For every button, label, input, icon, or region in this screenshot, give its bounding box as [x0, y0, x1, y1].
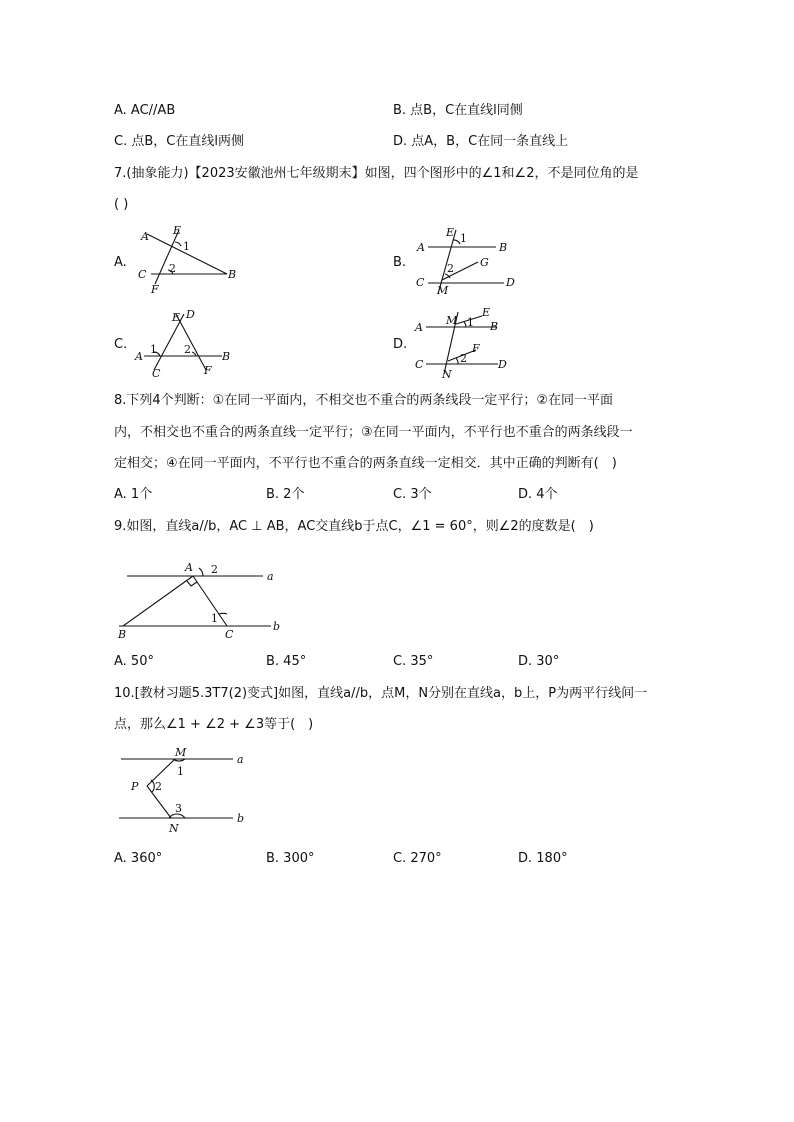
- q9-label-b-point: B: [118, 628, 127, 641]
- q8-stem-line2: 内，不相交也不重合的两条直线一定平行；③在同一平面内，不平行也不重合的两条线段一: [114, 425, 633, 440]
- q7c-label-c: C: [152, 367, 161, 380]
- q7-stem-line1: 7.(抽象能力)【2023安徽池州七年级期末】如图，四个图形中的∠1和∠2，不是同位角的是: [114, 166, 639, 181]
- q7a-label-a: A: [141, 230, 149, 243]
- q7b-label-a: A: [417, 241, 425, 254]
- q10-label-2: 2: [155, 780, 162, 793]
- q7-option-b-label: B.: [393, 255, 407, 270]
- q8-option-a: A. 1个: [114, 487, 153, 502]
- q7-figure-c: [132, 308, 242, 380]
- q8-option-b: B. 2个: [266, 487, 305, 502]
- q7b-label-c: C: [416, 276, 425, 289]
- q7a-label-c: C: [138, 268, 147, 281]
- q7c-label-b: B: [222, 350, 231, 363]
- q7c-label-2: 2: [184, 343, 191, 356]
- q7b-label-g: G: [480, 256, 489, 269]
- q7b-label-1: 1: [460, 232, 467, 245]
- q7b-label-d: D: [506, 276, 515, 289]
- q7a-label-f: F: [151, 283, 159, 296]
- q7d-label-a: A: [415, 321, 423, 334]
- q7-figure-b: [414, 224, 524, 298]
- q7d-label-m: M: [446, 314, 458, 327]
- q7-option-d-label: D.: [393, 337, 408, 352]
- q7d-label-b: B: [490, 320, 499, 333]
- q9-figure: [115, 556, 290, 646]
- q9-stem: 9.如图，直线a//b，AC ⊥ AB，AC交直线b于点C，∠1 = 60°，则∠2的度数是( ): [114, 519, 594, 534]
- q7d-label-c: C: [415, 358, 424, 371]
- q8-stem-line1: 8.下列4个判断：①在同一平面内，不相交也不重合的两条线段一定平行；②在同一平面: [114, 393, 613, 408]
- q10-figure: [115, 744, 255, 840]
- q10-label-b: b: [237, 812, 245, 825]
- q7d-label-1: 1: [467, 316, 474, 329]
- q9-option-c: C. 35°: [393, 654, 434, 669]
- q7c-label-f: F: [204, 364, 212, 377]
- q7b-label-e: E: [446, 226, 455, 239]
- q7-stem-line2: ( ): [114, 197, 129, 212]
- q7a-label-1: 1: [183, 240, 190, 253]
- q9-label-a-line: a: [267, 570, 274, 583]
- q7c-label-1: 1: [150, 343, 157, 356]
- q7d-label-n: N: [442, 368, 452, 381]
- q9-label-1: 1: [211, 612, 218, 625]
- q9-label-c: C: [225, 628, 234, 641]
- q7b-label-m: M: [437, 284, 449, 297]
- q10-label-1: 1: [177, 765, 184, 778]
- q8-option-c: C. 3个: [393, 487, 432, 502]
- q10-label-a: a: [237, 753, 244, 766]
- q7-option-c-label: C.: [114, 337, 128, 352]
- q7a-label-b: B: [228, 268, 237, 281]
- q7a-label-e: E: [173, 224, 182, 237]
- q7d-label-f: F: [472, 342, 480, 355]
- q7c-label-a: A: [135, 350, 143, 363]
- q10-label-3: 3: [175, 802, 182, 815]
- q7b-label-2: 2: [447, 262, 454, 275]
- q10-option-a: A. 360°: [114, 851, 163, 866]
- q7c-label-d: D: [186, 308, 195, 321]
- q10-label-n: N: [169, 822, 179, 835]
- q10-option-d: D. 180°: [518, 851, 568, 866]
- q6-option-d: D. 点A，B，C在同一条直线上: [393, 134, 569, 149]
- q7-figure-d: [412, 306, 522, 380]
- q7c-label-e: E: [172, 311, 181, 324]
- q9-option-a: A. 50°: [114, 654, 154, 669]
- q10-option-b: B. 300°: [266, 851, 315, 866]
- q10-label-m: M: [175, 746, 187, 759]
- q6-option-c: C. 点B，C在直线l两侧: [114, 134, 244, 149]
- q10-label-p: P: [131, 780, 139, 793]
- q7a-label-2: 2: [169, 262, 176, 275]
- q6-option-b: B. 点B，C在直线l同侧: [393, 103, 523, 118]
- q6-option-a: A. AC//AB: [114, 103, 176, 118]
- q7d-label-e: E: [482, 306, 491, 319]
- q7-option-a-label: A.: [114, 255, 127, 270]
- q9-label-2: 2: [211, 563, 218, 576]
- q8-option-d: D. 4个: [518, 487, 558, 502]
- q9-option-d: D. 30°: [518, 654, 560, 669]
- q10-stem-line1: 10.[教材习题5.3T7(2)变式]如图，直线a//b，点M，N分别在直线a，b上，P为两平行线间一: [114, 686, 648, 701]
- q10-option-c: C. 270°: [393, 851, 442, 866]
- q7d-label-d: D: [498, 358, 507, 371]
- q8-stem-line3: 定相交；④在同一平面内，不平行也不重合的两条直线一定相交．其中正确的判断有( ): [114, 456, 617, 471]
- q7d-label-2: 2: [460, 352, 467, 365]
- q9-label-b-line: b: [273, 620, 281, 633]
- q10-stem-line2: 点，那么∠1 + ∠2 + ∠3等于( ): [114, 717, 314, 732]
- q7-figure-a: [135, 222, 245, 296]
- q9-option-b: B. 45°: [266, 654, 307, 669]
- q7b-label-b: B: [499, 241, 508, 254]
- q9-label-a: A: [185, 561, 193, 574]
